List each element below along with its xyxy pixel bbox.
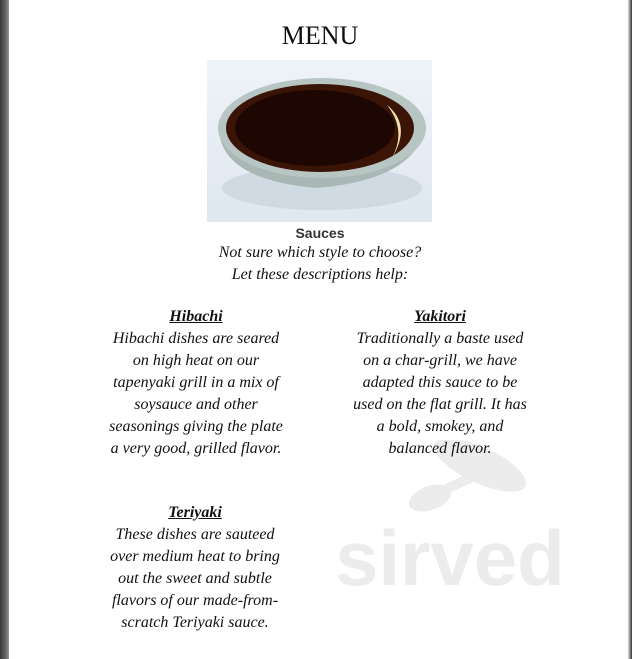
intro-text bbox=[0, 242, 632, 286]
yakitori-section bbox=[350, 306, 530, 460]
sauce-photo bbox=[207, 60, 432, 222]
svg-text:sirved: sirved bbox=[335, 514, 565, 600]
sirved-watermark bbox=[330, 440, 590, 600]
menu-title: MENU bbox=[281, 21, 359, 50]
section-description: Traditionally a baste used on a char-grill, we have adapted this sauce to be used on the flat grill. It has a bold, smokey, and balanced flavor. bbox=[353, 330, 527, 457]
section-heading: Hibachi bbox=[169, 308, 223, 325]
section-heading: Yakitori bbox=[414, 308, 466, 325]
section-heading: Teriyaki bbox=[168, 504, 222, 521]
teriyaki-section bbox=[106, 502, 284, 634]
intro-line: Not sure which style to choose? bbox=[218, 244, 422, 261]
intro-line: Let these descriptions help: bbox=[231, 266, 409, 283]
section-caption: Sauces bbox=[295, 225, 345, 241]
section-description: These dishes are sauteed over medium heat to bring out the sweet and subtle flavors of our made-from-scratch Teriyaki sauce. bbox=[110, 526, 280, 631]
section-description: Hibachi dishes are seared on high heat on our tapenyaki grill in a mix of soysauce and other seasonings giving the plate a very good, grilled flavor. bbox=[109, 330, 283, 457]
right-page-border bbox=[628, 0, 632, 659]
left-page-border bbox=[0, 0, 9, 659]
hibachi-section bbox=[108, 306, 284, 460]
